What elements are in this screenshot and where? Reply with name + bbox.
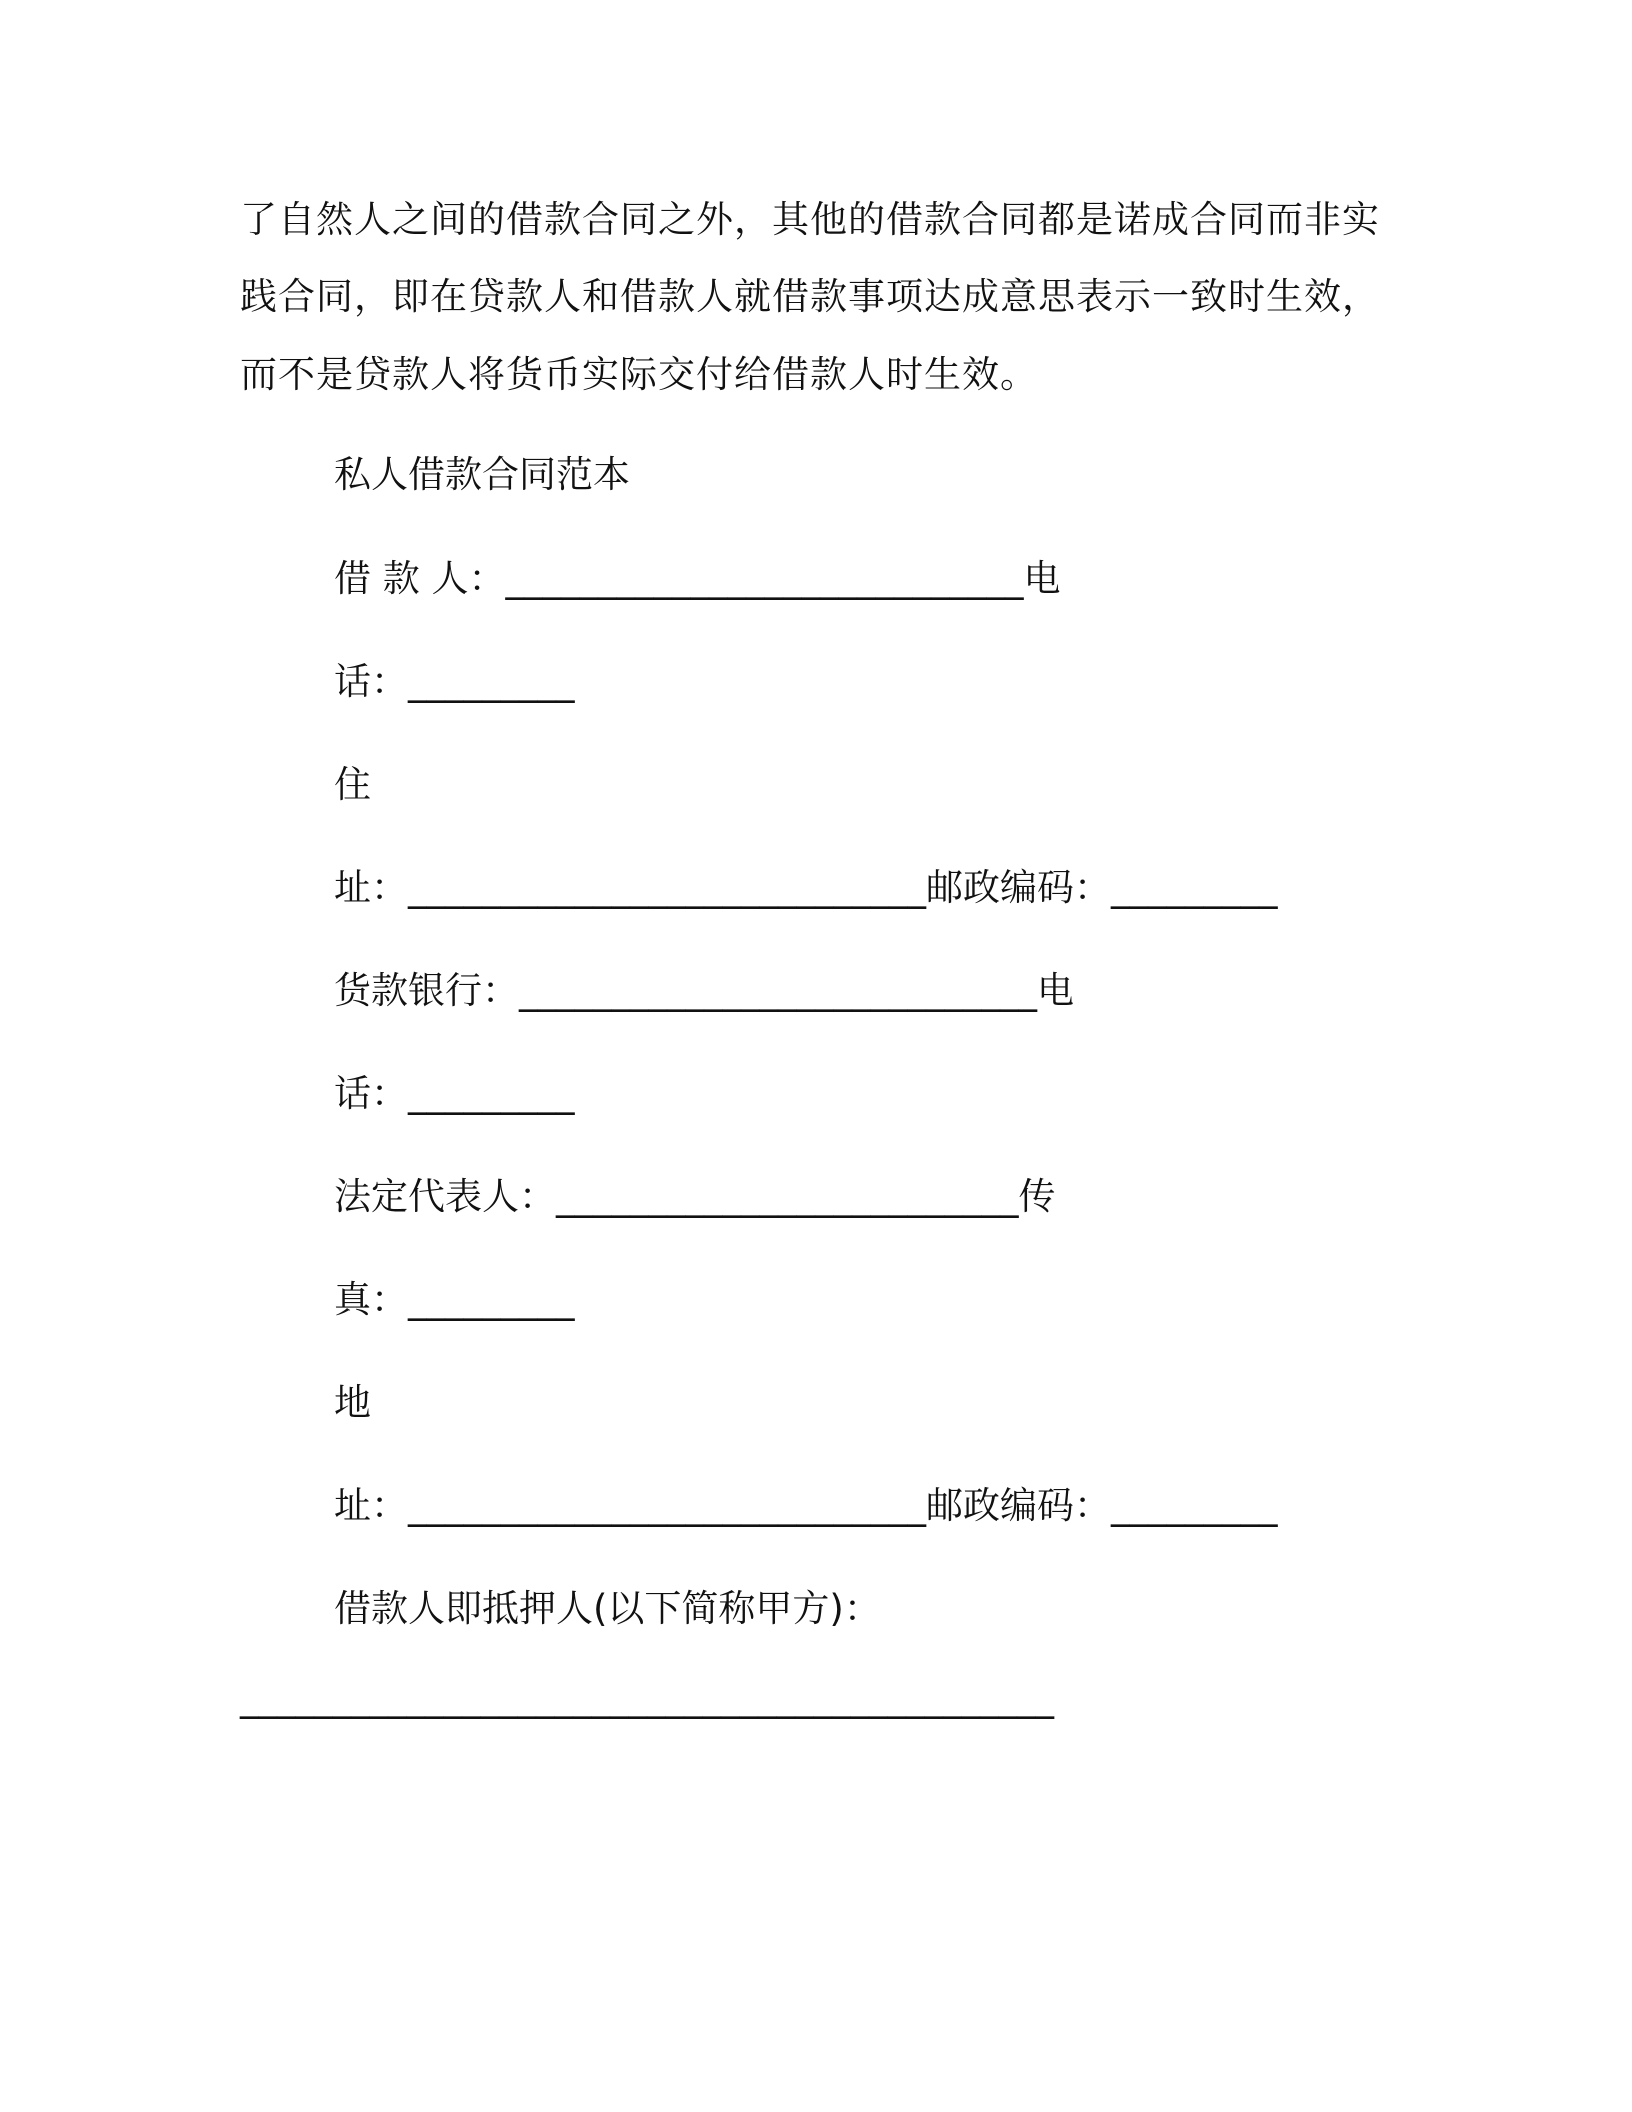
- bank-address-field: 址：____________________________邮政编码：_________: [334, 1484, 1278, 1527]
- fax-field: 真：_________: [334, 1278, 575, 1321]
- intro-paragraph-line-2: 践合同，即在贷款人和借款人就借款事项达成意思表示一致时生效，: [240, 275, 1380, 318]
- intro-paragraph-line-1: 了自然人之间的借款合同之外，其他的借款合同都是诺成合同而非实: [240, 198, 1380, 241]
- mortgagor-label: 借款人即抵押人(以下简称甲方)：: [334, 1587, 881, 1630]
- bank-address-label: 地: [334, 1381, 371, 1424]
- borrower-phone-field: 话：_________: [334, 660, 575, 703]
- lending-bank-field: 货款银行：____________________________电: [334, 969, 1074, 1012]
- mortgagor-blank-line: ____________________________________________: [240, 1676, 1054, 1719]
- bank-phone-field: 话：_________: [334, 1072, 575, 1115]
- borrower-field: 借 款 人：____________________________电: [334, 557, 1061, 600]
- borrower-address-label: 住: [334, 763, 371, 806]
- contract-title: 私人借款合同范本: [334, 453, 630, 496]
- borrower-address-field: 址：____________________________邮政编码：_________: [334, 866, 1278, 909]
- intro-paragraph-line-3: 而不是贷款人将货币实际交付给借款人时生效。: [240, 353, 1038, 396]
- legal-representative-field: 法定代表人：_________________________传: [334, 1175, 1056, 1218]
